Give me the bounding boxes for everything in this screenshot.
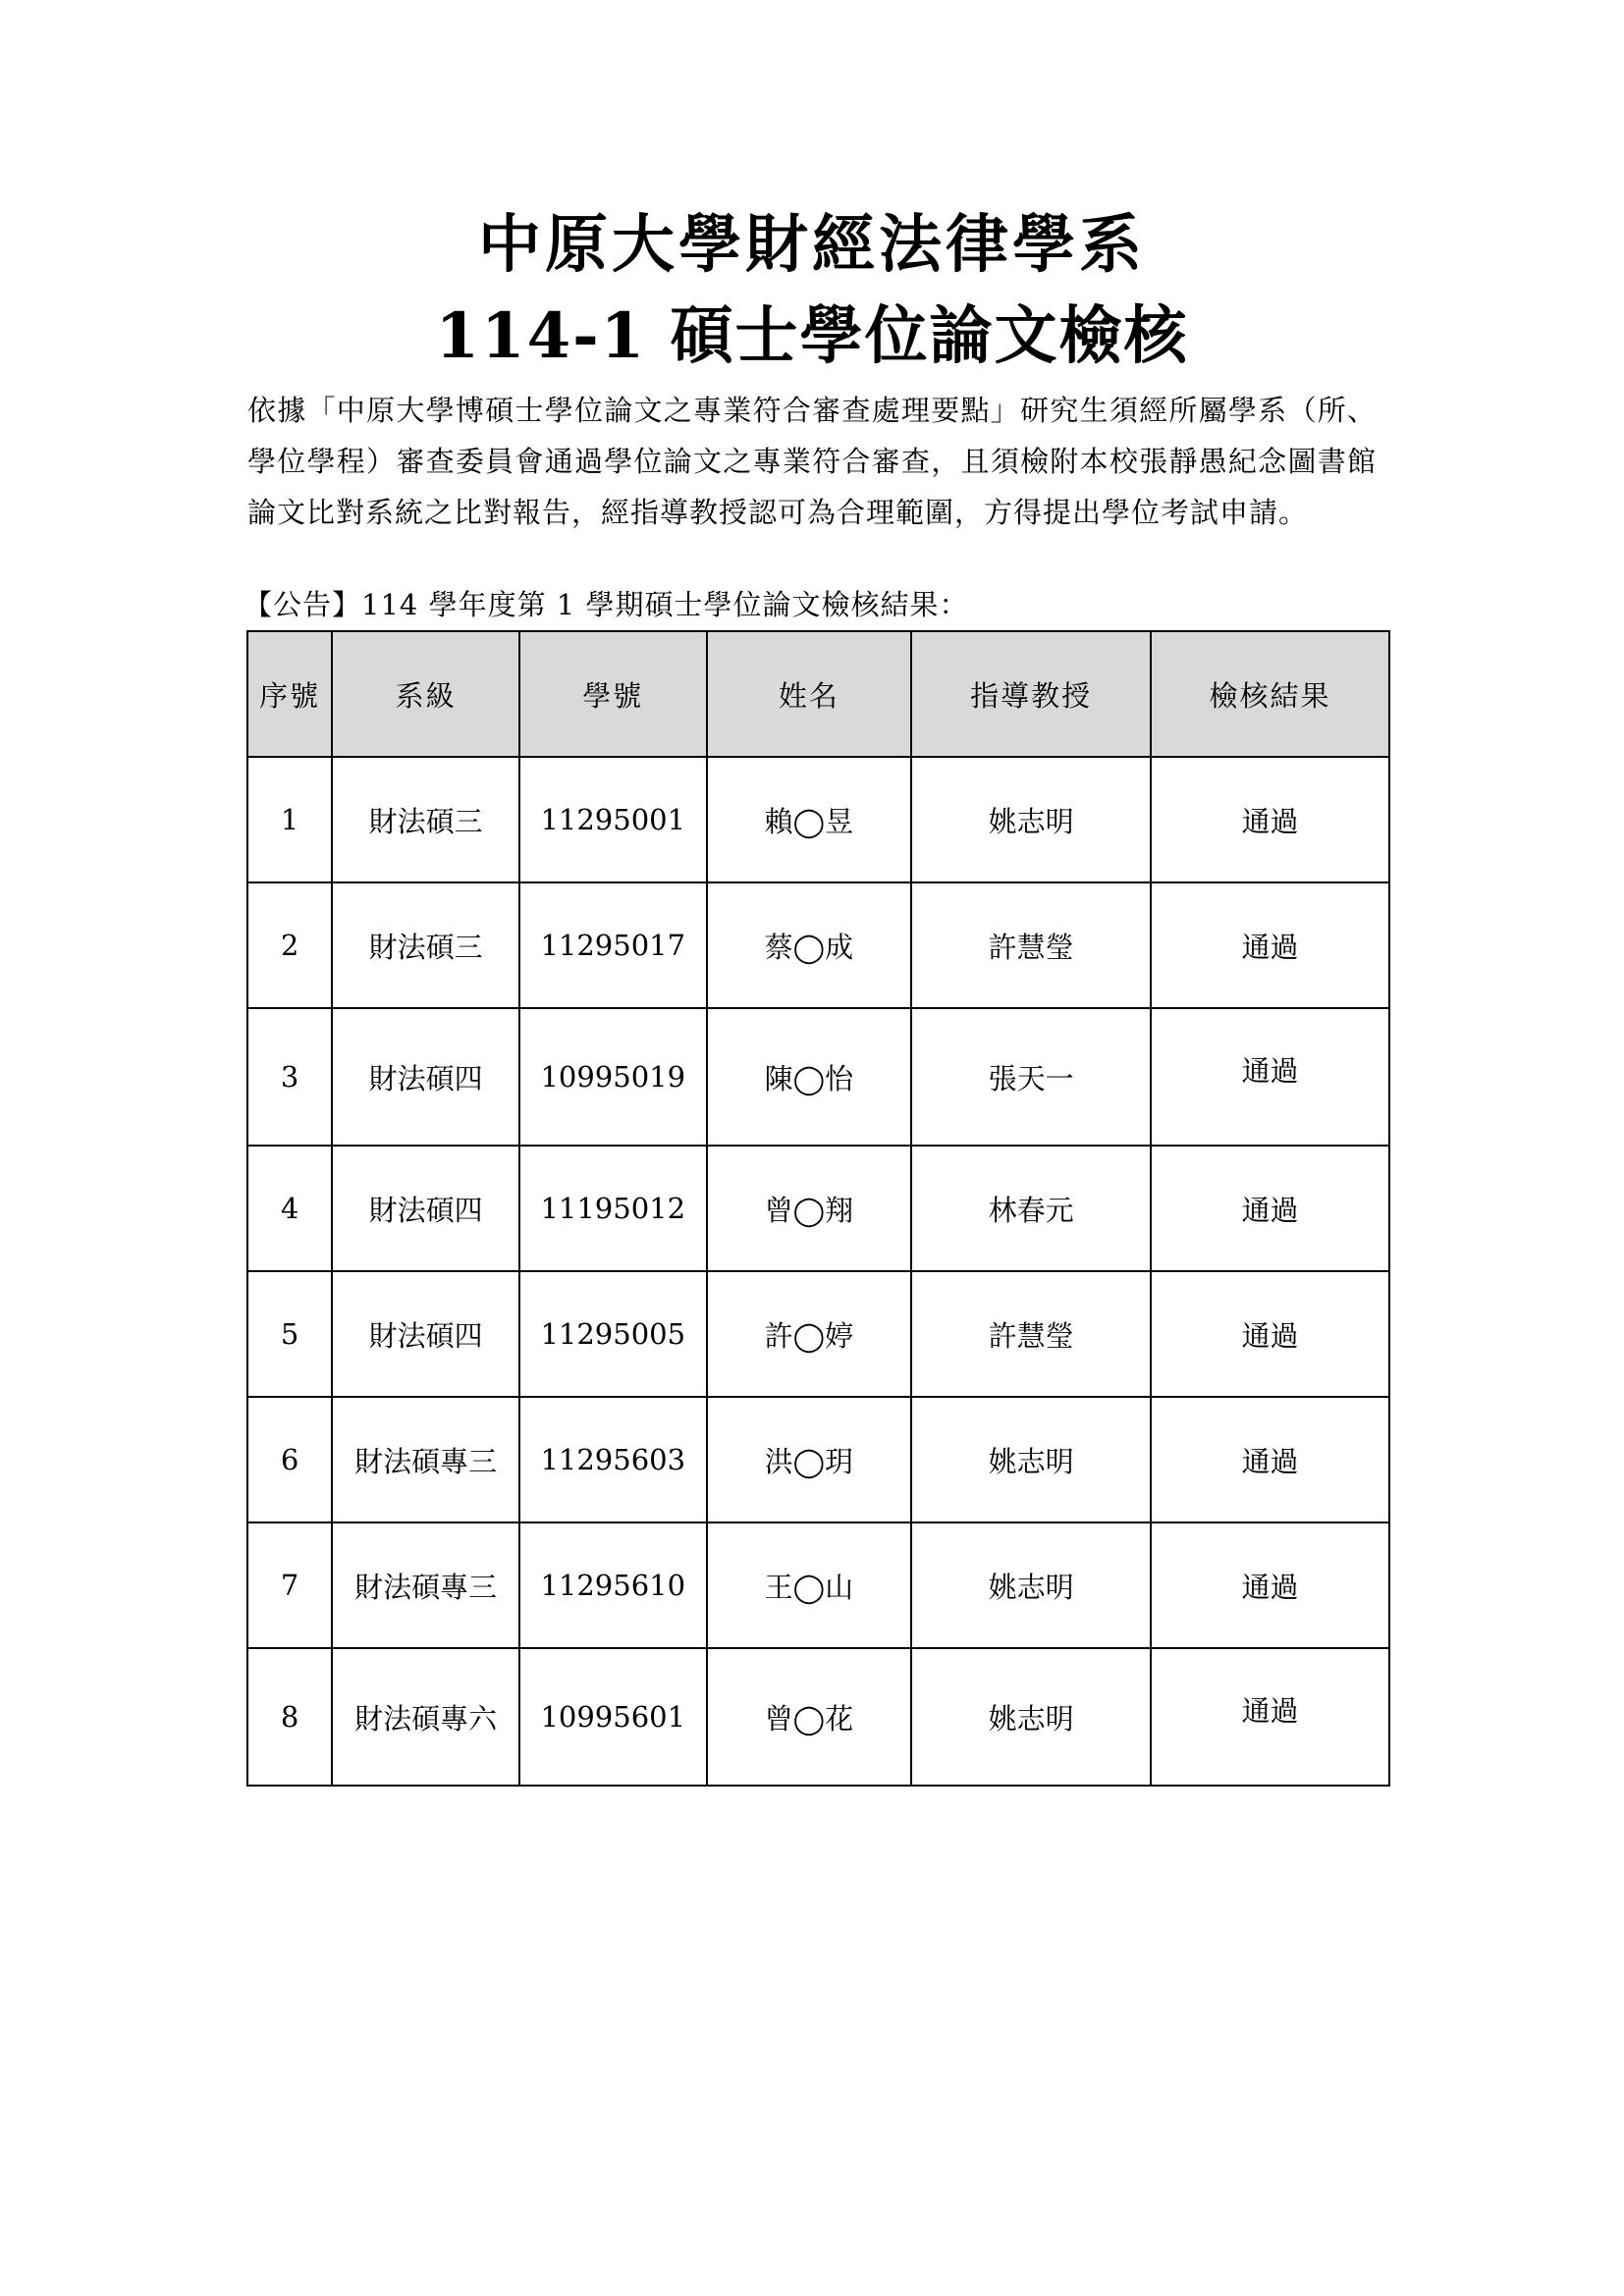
cell-student-id: 11295603 <box>519 1397 707 1522</box>
result-text: 通過 <box>1241 1053 1299 1088</box>
cell-advisor: 姚志明 <box>911 1522 1151 1648</box>
header-student-id: 學號 <box>519 631 707 757</box>
cell-advisor: 張天一 <box>911 1008 1151 1146</box>
cell-student-id: 10995019 <box>519 1008 707 1146</box>
cell-result: 通過 <box>1151 1397 1389 1522</box>
table-row <box>247 1397 1389 1522</box>
cell-result: 通過 <box>1151 1271 1389 1397</box>
cell-name: 洪◯玥 <box>707 1397 912 1522</box>
table-row <box>247 1146 1389 1271</box>
results-table <box>246 630 1390 1787</box>
header-result: 檢核結果 <box>1151 631 1389 757</box>
cell-student-id: 11295610 <box>519 1522 707 1648</box>
cell-seq: 1 <box>247 757 332 882</box>
header-seq: 序號 <box>247 631 332 757</box>
cell-dept: 財法碩三 <box>332 757 519 882</box>
cell-seq: 3 <box>247 1008 332 1146</box>
cell-result <box>1151 1008 1389 1146</box>
cell-advisor: 姚志明 <box>911 1397 1151 1522</box>
cell-student-id: 11195012 <box>519 1146 707 1271</box>
cell-name: 曾◯翔 <box>707 1146 912 1271</box>
table-row <box>247 882 1389 1008</box>
cell-student-id: 11295005 <box>519 1271 707 1397</box>
cell-seq: 7 <box>247 1522 332 1648</box>
cell-dept: 財法碩四 <box>332 1271 519 1397</box>
page-subtitle: 114-1 碩士學位論文檢核 <box>435 299 1189 373</box>
cell-advisor: 姚志明 <box>911 1648 1151 1786</box>
result-text: 通過 <box>1241 1693 1299 1728</box>
table-row <box>247 1271 1389 1397</box>
cell-result: 通過 <box>1151 757 1389 882</box>
cell-dept: 財法碩三 <box>332 882 519 1008</box>
cell-result <box>1151 1648 1389 1786</box>
announcement-heading: 【公告】114 學年度第 1 學期碩士學位論文檢核結果： <box>244 588 969 621</box>
cell-advisor: 姚志明 <box>911 757 1151 882</box>
cell-student-id: 11295001 <box>519 757 707 882</box>
table-header-row <box>247 631 1389 757</box>
cell-seq: 4 <box>247 1146 332 1271</box>
header-name: 姓名 <box>707 631 912 757</box>
table-row <box>247 1648 1389 1786</box>
cell-advisor: 林春元 <box>911 1146 1151 1271</box>
cell-dept: 財法碩四 <box>332 1146 519 1271</box>
cell-dept: 財法碩四 <box>332 1008 519 1146</box>
cell-dept: 財法碩專三 <box>332 1522 519 1648</box>
cell-name: 王◯山 <box>707 1522 912 1648</box>
cell-advisor: 許慧瑩 <box>911 882 1151 1008</box>
cell-seq: 6 <box>247 1397 332 1522</box>
cell-name: 蔡◯成 <box>707 882 912 1008</box>
intro-paragraph: 依據「中原大學博碩士學位論文之專業符合審查處理要點」研究生須經所屬學系（所、學位學程）審查委員會通過學位論文之專業符合審查，且須檢附本校張靜愚紀念圖書館論文比對系統之比對報告，經指導教授認可為合理範圍，方得提出學位考試申請。 <box>247 394 1377 529</box>
cell-student-id: 11295017 <box>519 882 707 1008</box>
header-dept: 系級 <box>332 631 519 757</box>
cell-name: 賴◯昱 <box>707 757 912 882</box>
cell-result: 通過 <box>1151 1522 1389 1648</box>
cell-seq: 8 <box>247 1648 332 1786</box>
table-row <box>247 757 1389 882</box>
cell-name: 許◯婷 <box>707 1271 912 1397</box>
cell-dept: 財法碩專六 <box>332 1648 519 1786</box>
table-row <box>247 1522 1389 1648</box>
cell-dept: 財法碩專三 <box>332 1397 519 1522</box>
cell-seq: 2 <box>247 882 332 1008</box>
cell-result: 通過 <box>1151 1146 1389 1271</box>
cell-result: 通過 <box>1151 882 1389 1008</box>
table-row <box>247 1008 1389 1146</box>
cell-name: 陳◯怡 <box>707 1008 912 1146</box>
page-title: 中原大學財經法律學系 <box>478 208 1146 282</box>
cell-name: 曾◯花 <box>707 1648 912 1786</box>
cell-student-id: 10995601 <box>519 1648 707 1786</box>
header-advisor: 指導教授 <box>911 631 1151 757</box>
cell-advisor: 許慧瑩 <box>911 1271 1151 1397</box>
cell-seq: 5 <box>247 1271 332 1397</box>
